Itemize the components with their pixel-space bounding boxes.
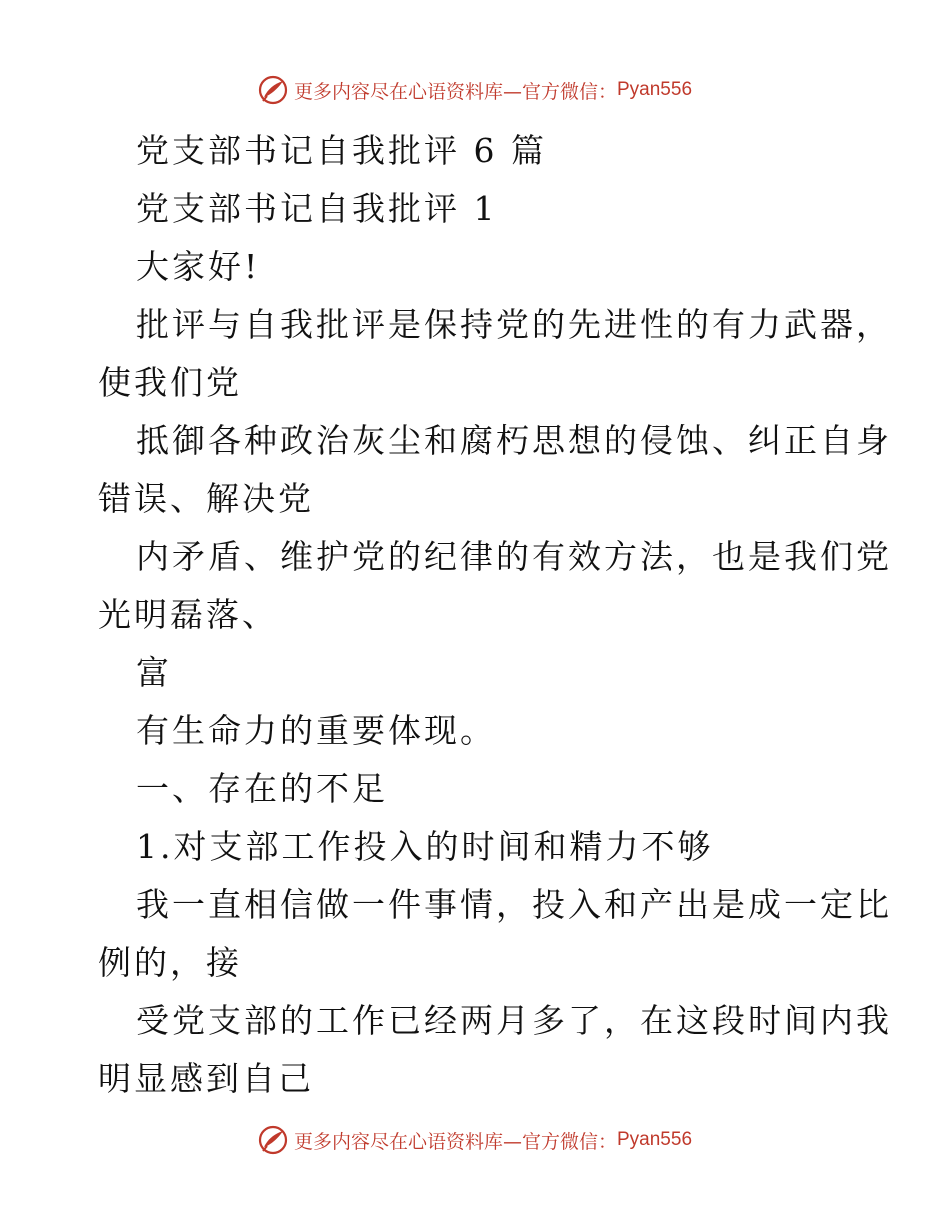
paragraph-line: 大家好! xyxy=(136,247,261,286)
subheading-line: 1.对支部工作投入的时间和精力不够 xyxy=(136,827,714,866)
footer-banner-text: 更多内容尽在心语资料库—官方微信： xyxy=(293,1130,617,1153)
header-wechat-id: Pyan556 xyxy=(617,79,693,100)
header-banner xyxy=(0,72,950,108)
paragraph-line: 错误、解决党 xyxy=(98,479,314,518)
paragraph-line: 例的，接 xyxy=(98,943,242,982)
quill-pen-logo-icon xyxy=(258,1125,288,1155)
footer-banner xyxy=(0,1122,950,1158)
paragraph-line: 富 xyxy=(136,653,172,692)
quill-pen-logo-icon xyxy=(258,75,288,105)
paragraph-line: 使我们党 xyxy=(98,363,242,402)
paragraph-line: 我一直相信做一件事情，投入和产出是成一定比 xyxy=(136,885,892,924)
paragraph-line: 批评与自我批评是保持党的先进性的有力武器， xyxy=(136,305,892,344)
doc-title: 党支部书记自我批评 6 篇 xyxy=(136,131,547,170)
header-banner-text: 更多内容尽在心语资料库—官方微信： xyxy=(293,80,617,103)
paragraph-line: 受党支部的工作已经两月多了，在这段时间内我 xyxy=(136,1001,892,1040)
paragraph-line: 内矛盾、维护党的纪律的有效方法，也是我们党 xyxy=(136,537,892,576)
document-body xyxy=(98,122,892,1108)
paragraph-line: 明显感到自己 xyxy=(98,1059,314,1098)
heading-line: 一、存在的不足 xyxy=(136,769,388,808)
footer-wechat-id: Pyan556 xyxy=(617,1129,693,1150)
paragraph-line: 有生命力的重要体现。 xyxy=(136,711,496,750)
paragraph-line: 抵御各种政治灰尘和腐朽思想的侵蚀、纠正自身 xyxy=(136,421,892,460)
paragraph-line: 光明磊落、 xyxy=(98,595,278,634)
section-title: 党支部书记自我批评 1 xyxy=(136,189,498,228)
